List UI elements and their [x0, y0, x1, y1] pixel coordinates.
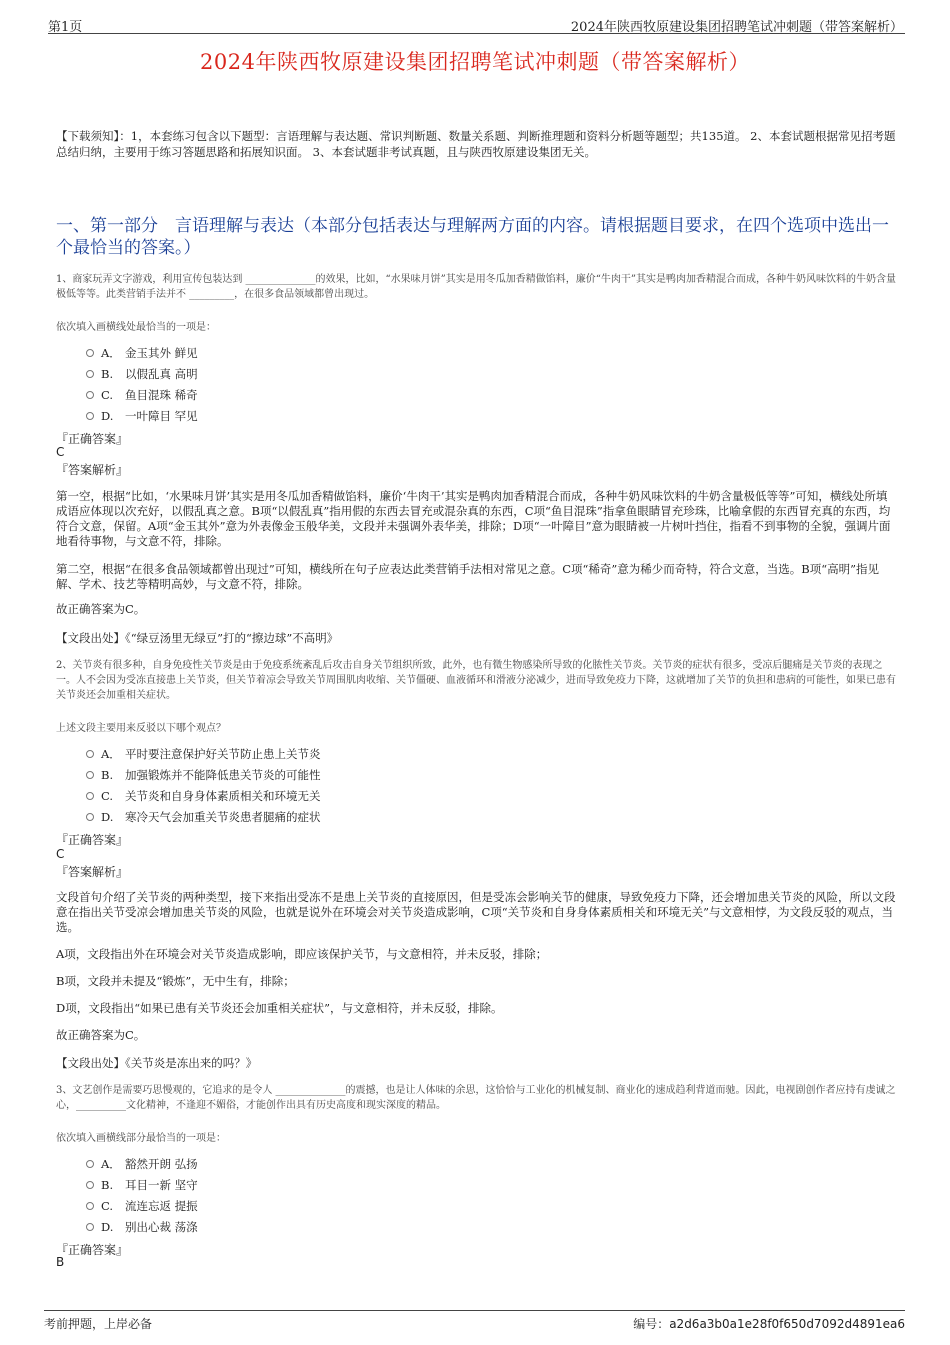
question-1-options	[86, 342, 198, 426]
analysis-paragraph: 故正确答案为C。	[56, 1028, 146, 1042]
option-c[interactable]: C. 鱼目混珠 稀奇	[86, 384, 198, 405]
radio-icon[interactable]	[86, 1223, 94, 1231]
page-number: 第1页	[48, 20, 83, 35]
analysis-label: 『答案解析』	[56, 463, 129, 477]
download-notice: 【下载须知】：1，本套练习包含以下题型：言语理解与表达题、常识判断题、数量关系题、判断推理题和资料分析题等题型；共135道。 2、本套试题根据常见招考题总结归纳，主要用于练习答题思路和拓展知识面。 3、本套试题非考试真题，且与陕西牧原建设集团无关。	[56, 129, 896, 159]
document-title: 2024年陕西牧原建设集团招聘笔试冲刺题（带答案解析）	[200, 50, 750, 74]
question-3-options	[86, 1153, 198, 1237]
footer-code: 编号：a2d6a3b0a1e28f0f650d7092d4891ea6	[633, 1317, 905, 1331]
option-b[interactable]: B. 以假乱真 高明	[86, 363, 198, 384]
radio-icon[interactable]	[86, 349, 94, 357]
option-c[interactable]: C. 流连忘返 提振	[86, 1195, 198, 1216]
header-doc-name: 2024年陕西牧原建设集团招聘笔试冲刺题（带答案解析）	[570, 20, 903, 35]
option-d[interactable]: D. 一叶障目 罕见	[86, 405, 198, 426]
radio-icon[interactable]	[86, 1202, 94, 1210]
question-1-stem: 1、商家玩弄文字游戏，利用宣传包装达到 ______________的效果，比如，“水果味月饼”其实是用冬瓜加香精做馅料，廉价“牛肉干”其实是鸭肉加香精混合而成，各种牛奶风味饮料的牛奶含量极低等等。此类营销手法并不 _________，在很多食品领域都曾出现过。	[56, 274, 896, 300]
analysis-paragraph: A项，文段指出外在环境会对关节炎造成影响，即应该保护关节，与文意相符，并未反驳，排除；	[56, 947, 548, 961]
radio-icon[interactable]	[86, 792, 94, 800]
answer-label: 『正确答案』	[56, 432, 129, 446]
section-title: 一、第一部分 言语理解与表达（本部分包括表达与理解两方面的内容。请根据题目要求，在四个选项中选出一个最恰当的答案。）	[56, 216, 889, 258]
option-a[interactable]: A． 平时要注意保护好关节防止患上关节炎	[86, 743, 321, 764]
answer-label: 『正确答案』	[56, 833, 129, 847]
answer-label: 『正确答案』	[56, 1243, 129, 1257]
radio-icon[interactable]	[86, 370, 94, 378]
answer-value: C	[56, 847, 65, 861]
answer-value: C	[56, 445, 65, 459]
page-header	[48, 14, 905, 34]
radio-icon[interactable]	[86, 813, 94, 821]
option-d[interactable]: D. 别出心裁 荡涤	[86, 1216, 198, 1237]
analysis-paragraph: D项，文段指出“如果已患有关节炎还会加重相关症状”，与文意相符，并未反驳，排除。	[56, 1001, 503, 1015]
page-footer	[44, 1310, 905, 1332]
option-d[interactable]: D. 寒冷天气会加重关节炎患者腿痛的症状	[86, 806, 321, 827]
question-2-prompt: 上述文段主要用来反驳以下哪个观点？	[56, 723, 226, 734]
analysis-paragraph: B项，文段并未提及“锻炼”，无中生有，排除；	[56, 974, 295, 988]
question-3-prompt: 依次填入画横线部分最恰当的一项是：	[56, 1133, 226, 1144]
radio-icon[interactable]	[86, 771, 94, 779]
footer-slogan: 考前押题，上岸必备	[44, 1317, 153, 1331]
option-a[interactable]: A． 金玉其外 鲜见	[86, 342, 198, 363]
analysis-paragraph: 文段首句介绍了关节炎的两种类型，接下来指出受冻不是患上关节炎的直接原因，但是受冻会影响关节的健康，导致免疫力下降，还会增加患关节炎的风险，所以文段意在指出关节受凉会增加患关节炎的风险，也就是说外在环境会对关节炎造成影响，C项“关节炎和自身身体素质相关和环境无关”与文意相悖，为文段反驳的观点，当选。	[56, 890, 896, 934]
option-b[interactable]: B. 耳目一新 坚守	[86, 1174, 198, 1195]
source-note: 【文段出处】《关节炎是冻出来的吗？》	[56, 1056, 258, 1070]
radio-icon[interactable]	[86, 1181, 94, 1189]
radio-icon[interactable]	[86, 1160, 94, 1168]
option-b[interactable]: B. 加强锻炼并不能降低患关节炎的可能性	[86, 764, 321, 785]
analysis-paragraph: 故正确答案为C。	[56, 602, 146, 616]
analysis-paragraph: 第二空，根据“在很多食品领域都曾出现过”可知，横线所在句子应表达此类营销手法相对常见之意。C项“稀奇”意为稀少而奇特，符合文意，当选。B项“高明”指见解、学术、技艺等精明高妙，与文意不符，排除。	[56, 562, 880, 591]
question-2-stem: 2、关节炎有很多种，自身免疫性关节炎是由于免疫系统紊乱后攻击自身关节组织所致，此外，也有微生物感染所导致的化脓性关节炎。关节炎的症状有很多，受凉后腿痛是关节炎的表现之一。人不会因为受冻直接患上关节炎，但关节着凉会导致关节周围肌肉收缩、关节僵硬、血液循环和滑液分泌减少，进而导致免疫力下降，这就增加了关节的负担和患病的可能性，如果已患有关节炎还会加重相关症状。	[56, 660, 896, 701]
question-2-options	[86, 743, 321, 827]
analysis-paragraph: 第一空，根据“比如，‘水果味月饼’其实是用冬瓜加香精做馅料，廉价‘牛肉干’其实是鸭肉加香精混合而成，各种牛奶风味饮料的牛奶含量极低等等”可知，横线处所填成语应体现以次充好，以假乱真之意。B项“以假乱真”指用假的东西去冒充或混杂真的东西，C项“鱼目混珠”指拿鱼眼睛冒充珍珠，比喻拿假的东西冒充真的东西，均符合文意，保留。A项“金玉其外”意为外表像金玉般华美，文段并未强调外表华美，排除；D项“一叶障目”意为眼睛被一片树叶挡住，指看不到事物的全貌，强调片面地看待事物，与文意不符，排除。	[56, 489, 891, 548]
radio-icon[interactable]	[86, 391, 94, 399]
radio-icon[interactable]	[86, 750, 94, 758]
option-a[interactable]: A． 豁然开朗 弘扬	[86, 1153, 198, 1174]
question-3-stem: 3、文艺创作是需要巧思慢观的，它追求的是令人 ______________的震撼，也是让人体味的余思，这恰恰与工业化的机械复制、商业化的速成趋利背道而驰。因此，电视剧创作者应持有虔诚之心，__________文化精神，不逢迎不媚俗，才能创作出具有历史高度和现实深度的精品。	[56, 1085, 896, 1111]
option-c[interactable]: C. 关节炎和自身身体素质相关和环境无关	[86, 785, 321, 806]
analysis-label: 『答案解析』	[56, 865, 129, 879]
question-1-prompt: 依次填入画横线处最恰当的一项是：	[56, 322, 216, 333]
source-note: 【文段出处】《“绿豆汤里无绿豆”打的“擦边球”不高明》	[56, 631, 339, 645]
answer-value: B	[56, 1255, 65, 1269]
radio-icon[interactable]	[86, 412, 94, 420]
